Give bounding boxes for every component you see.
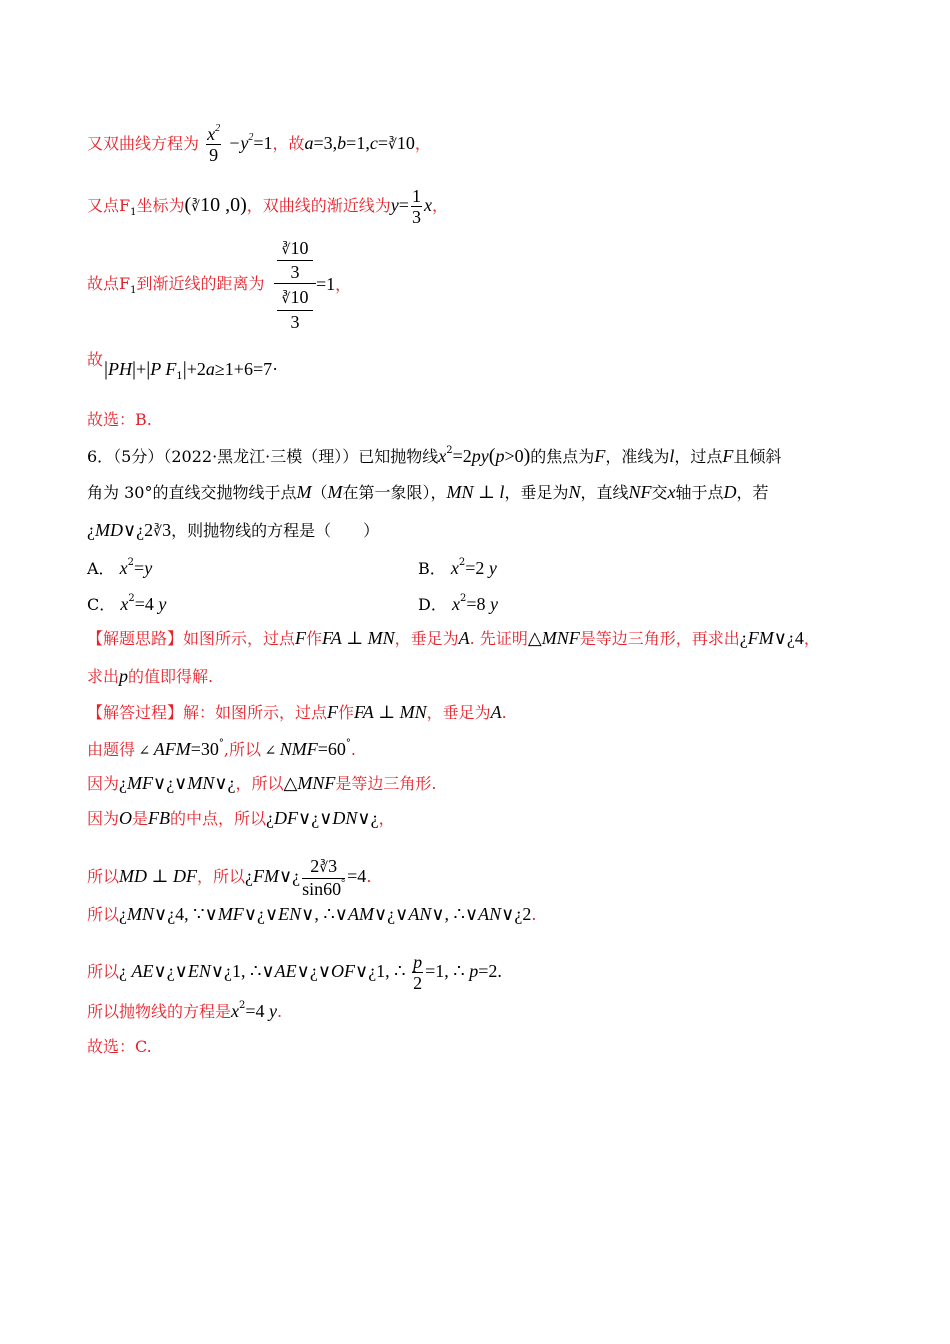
text: ，垂足为	[504, 483, 569, 502]
line-sum	[87, 350, 103, 370]
text: 6．（5分）（2022·黑龙江·三模（理））已知抛物线	[87, 447, 439, 466]
step-4: 所以MD ⊥ DF，所以¿FM∨¿ $\frac{2∛3}{\sin 60^\circ}$ =4.	[87, 856, 372, 899]
text: 交	[651, 483, 668, 502]
text: 是等边三角形.	[335, 774, 437, 793]
problem-line-3: ¿MD∨¿2∛3，则抛物线的方程是（ ）	[87, 520, 380, 540]
problem-line-1: 6．（5分）（2022·黑龙江·三模（理））已知抛物线$x^2=2py(p>0)$的焦点为F，准线为l，过点F且倾斜	[87, 445, 782, 467]
answer-c: 故选：C.	[87, 1037, 152, 1056]
text: . 先证明	[469, 629, 528, 648]
option-a[interactable]: A． $x^2=y$	[87, 557, 153, 578]
text: 又点F	[87, 196, 131, 215]
fraction-x2-over-9: $\frac{x^2}{9}$	[207, 123, 221, 165]
option-label: D．	[418, 595, 447, 614]
text: ，双曲线的渐近线为	[246, 196, 391, 215]
section-tag: 【解答过程】	[87, 703, 184, 722]
text: ，所以	[235, 774, 284, 793]
text: （	[311, 483, 328, 502]
step-3: 因为O是FB的中点，所以¿DF∨¿∨DN∨¿，	[87, 808, 395, 828]
text: 的焦点为	[530, 447, 595, 466]
answer-b: 故选：B.	[87, 410, 152, 429]
text: 坐标为	[136, 196, 185, 215]
text: 角为 30°的直线交抛物线于点	[87, 483, 297, 502]
text: ，过点	[674, 447, 723, 466]
text: ，准线为	[605, 447, 670, 466]
option-label: C．	[87, 595, 116, 614]
math-y2: $-y^2$	[228, 132, 254, 153]
math-eq: =1	[253, 133, 273, 153]
option-c[interactable]: C． $x^2=4$ y	[87, 593, 167, 614]
solution-idea: 【解题思路】如图所示，过点F作FA ⊥ MN，垂足为A. 先证明△MNF是等边三角形，再求出¿FM∨¿4，	[87, 628, 820, 648]
text: 故点F	[87, 274, 131, 293]
option-d[interactable]: D． $x^2=8$ y	[418, 593, 498, 614]
text: 所以	[228, 740, 261, 759]
fraction-1-over-3: $\frac{1}{3}$	[411, 186, 421, 227]
solution-process: 【解答过程】解：如图所示，过点F作FA ⊥ MN，垂足为A.	[87, 702, 507, 722]
section-tag: 【解题思路】	[87, 629, 184, 648]
text: ，直线	[580, 483, 629, 502]
step-5: 所以¿MN∨¿4, ∵∨MF∨¿∨EN∨, ∴∨AM∨¿∨AN∨, ∴∨AN∨¿2.	[87, 904, 537, 924]
problem-line-2: 角为 30°的直线交抛物线于点M（M在第一象限），MN ⊥ l，垂足为N，直线NF交x轴于点D，若	[87, 482, 769, 502]
text-hyperbola-params: ，故a=3,b=1,c=∛10，	[272, 133, 431, 153]
text: 作	[338, 703, 355, 722]
text: 所以	[87, 905, 120, 924]
text: 由题得	[87, 740, 136, 759]
text: ，垂足为	[426, 703, 491, 722]
compound-fraction: ∛10 3 ∛10 3	[274, 236, 316, 333]
option-label: B．	[418, 559, 446, 578]
text: 的值即得解.	[128, 667, 214, 686]
text: ，垂足为	[394, 629, 459, 648]
line-focus-and-asymptote: 又点$F_1$坐标为(∛10 ,0)，双曲线的渐近线为y= $\frac{1}{3}$ x，	[87, 186, 448, 227]
text: 作	[306, 629, 323, 648]
text: 且倾斜	[733, 447, 782, 466]
solution-idea-2: 求出p的值即得解.	[87, 666, 214, 686]
text: 在第一象限），	[342, 483, 447, 502]
text: 轴于点	[675, 483, 724, 502]
text: 因为	[87, 809, 120, 828]
step-6: 所以¿ AE∨¿∨EN∨¿1, ∴∨AE∨¿∨OF∨¿1, ∴ $\frac{p}{2}$ =1, ∴ p=2.	[87, 952, 502, 993]
text: ，则抛物线的方程是（ ）	[171, 521, 380, 540]
text: 如图所示，过点	[183, 629, 296, 648]
text: 所以抛物线的方程是	[87, 1002, 232, 1021]
line-distance: 故点$F_1$到渐近线的距离为	[87, 274, 265, 296]
line-hyperbola-equation	[87, 124, 431, 165]
text: 又双曲线方程为	[87, 134, 200, 153]
text: 是	[132, 809, 149, 828]
text: 求出	[87, 667, 120, 686]
math-point: (∛10 ,0)	[184, 194, 247, 216]
fraction-p-over-2: $\frac{p}{2}$	[413, 952, 423, 993]
text: 故	[87, 350, 104, 369]
text: 的中点，所以	[170, 809, 267, 828]
text: 是等边三角形，再求出	[579, 629, 740, 648]
option-label: A．	[87, 559, 115, 578]
text: 解：如图所示，过点	[183, 703, 328, 722]
step-2: 因为¿MF∨¿∨MN∨¿，所以△MNF是等边三角形.	[87, 773, 437, 793]
step-7: 所以抛物线的方程是$x^2=4$ y.	[87, 1000, 283, 1021]
distance-result: =1，	[316, 274, 352, 294]
step-1: 由题得 ∠ AFM=30°,所以 ∠ NMF=60°.	[87, 738, 356, 759]
text: ，所以	[196, 867, 245, 886]
option-b[interactable]: B． $x^2=2$ y	[418, 557, 497, 578]
text: 到渐近线的距离为	[136, 274, 265, 293]
text: 所以	[87, 962, 120, 981]
text: 所以	[87, 867, 120, 886]
math-sum: |PH|+|P $F_1|+2a\ge 1+6=7\cdot$	[104, 358, 279, 382]
fraction-2root3-over-sin60: $\frac{2∛3}{\sin 60^\circ}$	[302, 856, 346, 899]
text: ，若	[736, 483, 769, 502]
text: 因为	[87, 774, 120, 793]
